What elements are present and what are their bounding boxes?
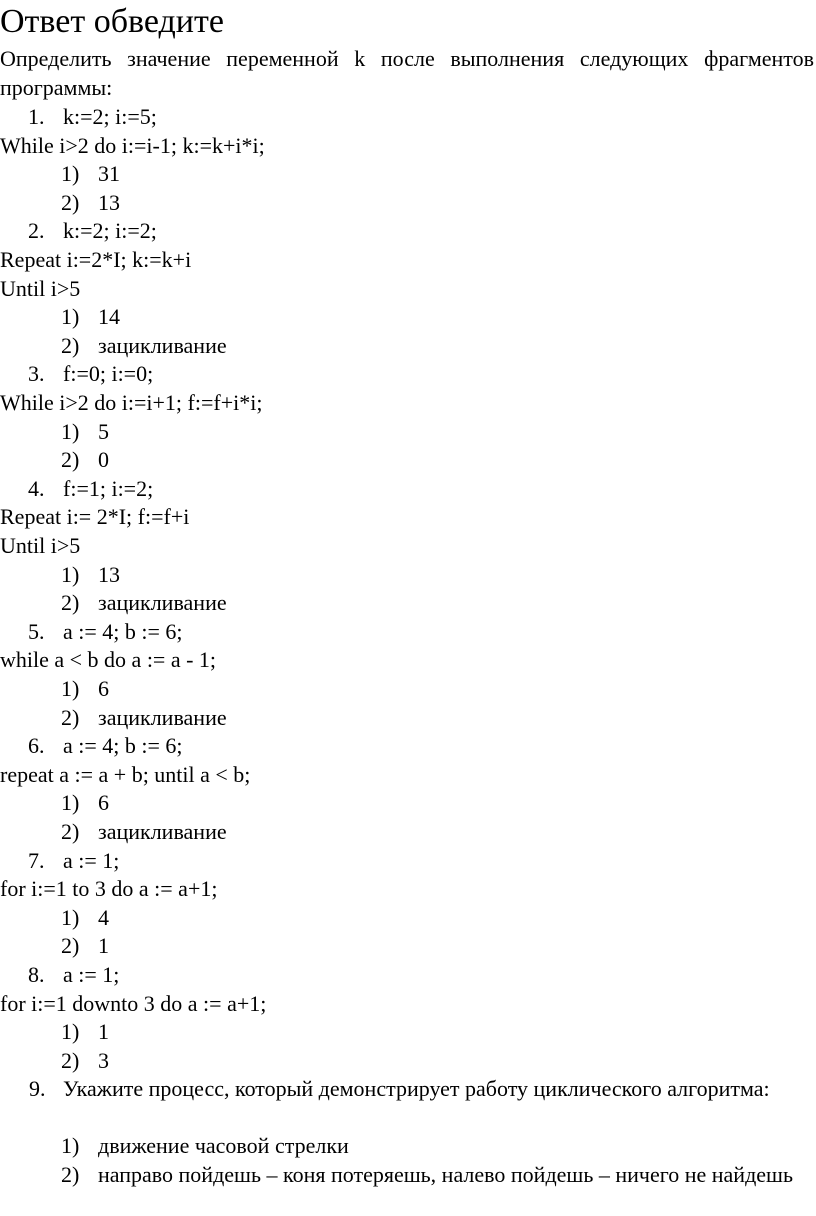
option-text: зацикливание [98,819,227,844]
code-line: Repeat i:= 2*I; f:=f+i [0,504,190,529]
question-number: 7. [28,848,45,873]
code-line: f:=0; i:=0; [63,361,154,386]
code-line: k:=2; i:=5; [63,104,157,129]
question-number: 6. [28,733,45,758]
code-line: while a < b do a := a - 1; [0,647,217,672]
option-text: 13 [98,190,120,215]
question-text: Укажите процесс, который демонстрирует работу циклического алгоритма: [63,1076,770,1101]
option-number: 1) [61,562,80,587]
option-number: 1) [61,790,80,815]
question-number: 8. [28,962,45,987]
question-number: 2. [28,218,45,243]
code-line: a := 4; b := 6; [63,619,183,644]
option-number: 2) [61,1048,80,1073]
option-number: 2) [61,447,80,472]
option-number: 1) [61,1019,80,1044]
option-number: 2) [61,190,80,215]
code-line: k:=2; i:=2; [63,218,157,243]
option-number: 2) [61,333,80,358]
option-text: 3 [98,1048,109,1073]
option-text: направо пойдешь – коня потеряешь, налево пойдешь – ничего не найдешь [98,1162,794,1187]
code-line: Until i>5 [0,533,81,558]
option-text: 6 [98,676,109,701]
option-text: 1 [98,933,109,958]
code-line: f:=1; i:=2; [63,476,154,501]
option-number: 2) [61,590,80,615]
option-number: 2) [61,1162,80,1187]
option-number: 2) [61,705,80,730]
code-line: for i:=1 downto 3 do a := a+1; [0,991,267,1016]
option-text: зацикливание [98,333,227,358]
option-text: 14 [98,304,120,329]
option-number: 1) [61,161,80,186]
code-line: While i>2 do i:=i+1; f:=f+i*i; [0,390,263,415]
option-number: 2) [61,819,80,844]
option-number: 1) [61,1133,80,1158]
code-line: a := 4; b := 6; [63,733,183,758]
option-text: 1 [98,1019,109,1044]
option-text: движение часовой стрелки [98,1133,349,1158]
option-text: зацикливание [98,590,227,615]
option-text: зацикливание [98,705,227,730]
option-number: 1) [61,676,80,701]
option-text: 4 [98,905,109,930]
code-line: repeat a := a + b; until a < b; [0,762,251,787]
question-number: 1. [28,104,45,129]
code-line: While i>2 do i:=i-1; k:=k+i*i; [0,133,265,158]
option-number: 2) [61,933,80,958]
option-text: 31 [98,161,120,186]
option-number: 1) [61,905,80,930]
option-text: 13 [98,562,120,587]
question-number: 5. [28,619,45,644]
option-text: 5 [98,419,109,444]
question-number: 3. [28,361,45,386]
code-line: Repeat i:=2*I; k:=k+i [0,247,192,272]
question-number: 4. [28,476,45,501]
intro-text: Определить значение переменной k после выполнения следующих фрагментов программы: [0,46,814,100]
page-title: Ответ обведите [0,3,224,40]
option-text: 0 [98,447,109,472]
option-number: 1) [61,419,80,444]
code-line: for i:=1 to 3 do a := a+1; [0,876,218,901]
question-number: 9. [29,1076,46,1101]
option-text: 6 [98,790,109,815]
code-line: Until i>5 [0,276,81,301]
code-line: a := 1; [63,848,120,873]
option-number: 1) [61,304,80,329]
code-line: a := 1; [63,962,120,987]
